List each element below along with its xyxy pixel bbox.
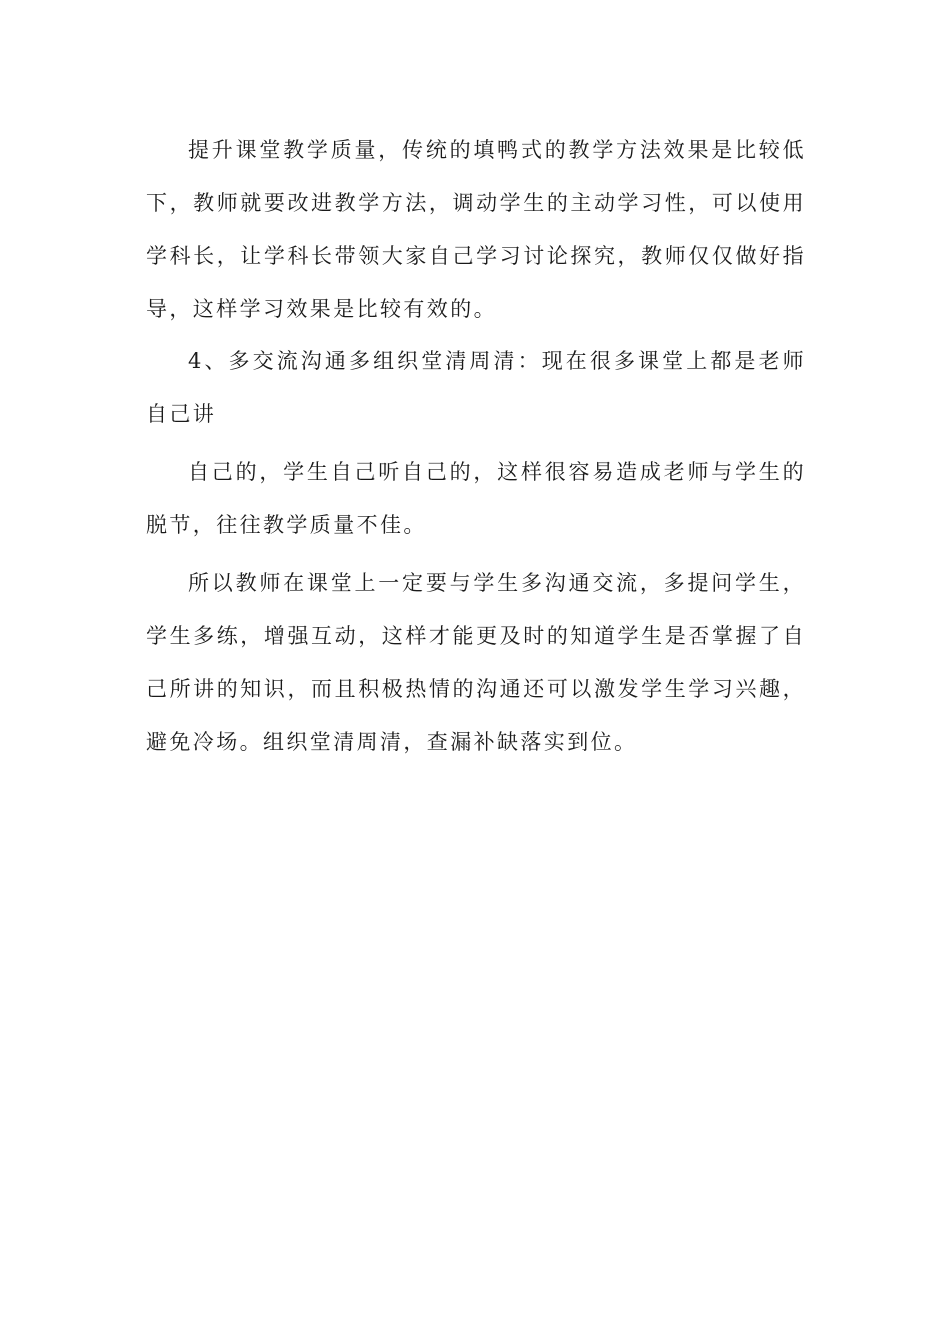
paragraph-teaching-method: 提升课堂教学质量，传统的填鸭式的教学方法效果是比较低下，教师就要改进教学方法，调动学生的主动学习性，可以使用学科长，让学科长带领大家自己学习讨论探究，教师仅仅做好指导，这样学习效果是比较有效的。 <box>146 138 806 321</box>
paragraph-heading-communication: 4、多交流沟通多组织堂清周清：现在很多课堂上都是老师自己讲 <box>146 349 806 426</box>
paragraph-disconnect: 自己的，学生自己听自己的，这样很容易造成老师与学生的脱节，往往教学质量不佳。 <box>146 460 806 537</box>
paragraph-interaction: 所以教师在课堂上一定要与学生多沟通交流，多提问学生，学生多练，增强互动，这样才能更及时的知道学生是否掌握了自己所讲的知识，而且积极热情的沟通还可以激发学生学习兴趣，避免冷场。组织堂清周清，查漏补缺落实到位。 <box>146 571 806 754</box>
